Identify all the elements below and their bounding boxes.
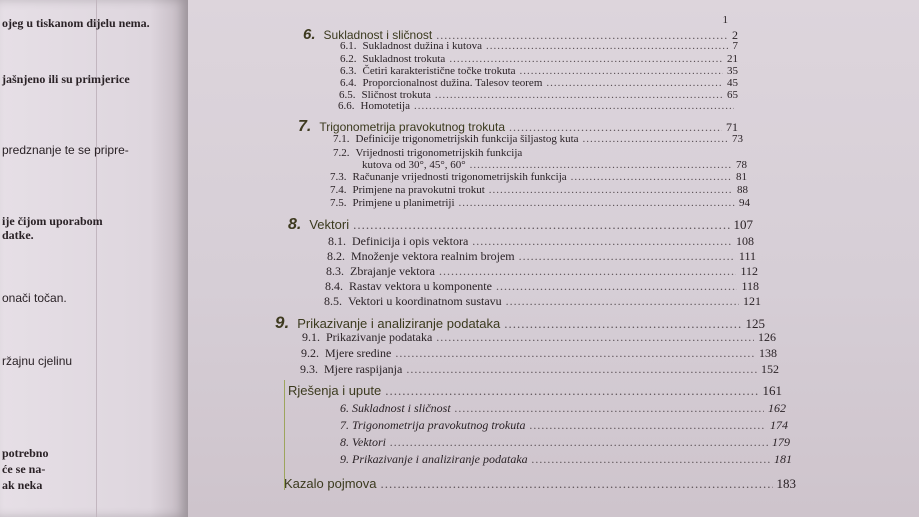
left-text-line: predznanje te se pripre- (2, 143, 129, 157)
page-number: 161 (762, 383, 782, 398)
page-number: 107 (733, 217, 753, 232)
solutions-rule (284, 380, 285, 490)
toc-section: 7.3. Računanje vrijednosti trigonometrijskih funkcija ..... 81 (330, 171, 747, 183)
chapter-title: Sukladnost i sličnost (323, 28, 433, 42)
left-text-line: datke. (2, 228, 34, 242)
left-text-line: jašnjeno ili su primjerice (2, 72, 130, 86)
solutions-title: Rješenja i upute (288, 383, 382, 398)
left-text-line: ržajnu cjelinu (2, 354, 73, 368)
toc-section: 8.5. Vektori u koordinatnom sustavu ..... 121 (324, 294, 761, 309)
chapter-number: 8. (288, 216, 302, 233)
toc-page-number (708, 14, 728, 26)
toc-solutions (288, 383, 782, 399)
toc-section: 6.1. Sukladnost dužina i kutova ..... 7 (340, 40, 738, 52)
chapter-title: Vektori (309, 217, 350, 232)
left-text-line: ije čijom uporabom (2, 214, 103, 228)
toc-section: 6.2. Sukladnost trokuta ..... 21 (340, 53, 738, 65)
toc-section: 6.4. Proporcionalnost dužina. Talesov teorem ..... 45 (340, 77, 738, 89)
left-text-line: potrebno (2, 446, 49, 460)
toc-section: 8.1. Definicija i opis vektora ..... 108 (328, 234, 754, 249)
left-text-line: ak neka (2, 478, 43, 492)
toc-index (284, 476, 796, 492)
toc-chapter-8 (288, 216, 753, 234)
toc-section: 7.1. Definicije trigonometrijskih funkcija šiljastog kuta ..... 73 (333, 133, 743, 145)
toc-section: 8.3. Zbrajanje vektora ..... 112 (326, 264, 758, 279)
chapter-title: Trigonometrija pravokutnog trokuta (319, 120, 505, 134)
toc-section: 6.5. Sličnost trokuta ..... 65 (339, 89, 738, 101)
toc-solutions-item: 9. Prikazivanje i analiziranje podataka ..... 181 (340, 452, 792, 467)
toc-section: 6.6. Homotetija ..... (338, 100, 738, 112)
chapter-number: 7. (298, 118, 312, 135)
page-number: 71 (726, 120, 738, 134)
toc-section: 8.2. Množenje vektora realnim brojem ..... 111 (327, 249, 756, 264)
page-number: 183 (776, 476, 796, 491)
toc-section: 9.1. Prikazivanje podataka ..... 126 (302, 330, 776, 345)
toc-solutions-item: 6. Sukladnost i sličnost ..... 162 (340, 401, 786, 416)
left-text-line: onači točan. (2, 291, 67, 305)
left-text-line: će se na- (2, 462, 46, 476)
toc-section: 7.4. Primjene na pravokutni trokut ..... 88 (330, 184, 748, 196)
right-page (188, 0, 919, 517)
left-text-line: ojeg u tiskanom dijelu nema. (2, 16, 150, 30)
left-page (0, 0, 188, 517)
page-number: 2 (732, 28, 738, 42)
toc-section: 8.4. Rastav vektora u komponente ..... 118 (325, 279, 759, 294)
toc-section: 9.2. Mjere sredine ..... 138 (301, 346, 777, 361)
toc-section: 7.2. Vrijednosti trigonometrijskih funkcija (333, 147, 523, 159)
toc-solutions-item: 8. Vektori ..... 179 (340, 435, 790, 450)
toc-section: 9.3. Mjere raspijanja ..... 152 (300, 362, 779, 377)
page-number: 1 (722, 14, 728, 26)
page-number: 125 (745, 316, 765, 331)
index-title: Kazalo pojmova (284, 476, 377, 491)
chapter-title: Prikazivanje i analiziranje podataka (297, 316, 501, 331)
chapter-number: 9. (275, 313, 290, 332)
chapter-number: 6. (303, 26, 316, 43)
toc-section: 6.3. Četiri karakteristične točke trokuta ..... 35 (340, 65, 738, 77)
toc-solutions-item: 7. Trigonometrija pravokutnog trokuta ..... 174 (340, 418, 788, 433)
toc-section: 7.5. Primjene u planimetriji ..... 94 (330, 197, 750, 209)
leader-dots (436, 28, 728, 40)
toc-section-continued: kutova od 30°, 45°, 60° ..... 78 (362, 159, 747, 171)
